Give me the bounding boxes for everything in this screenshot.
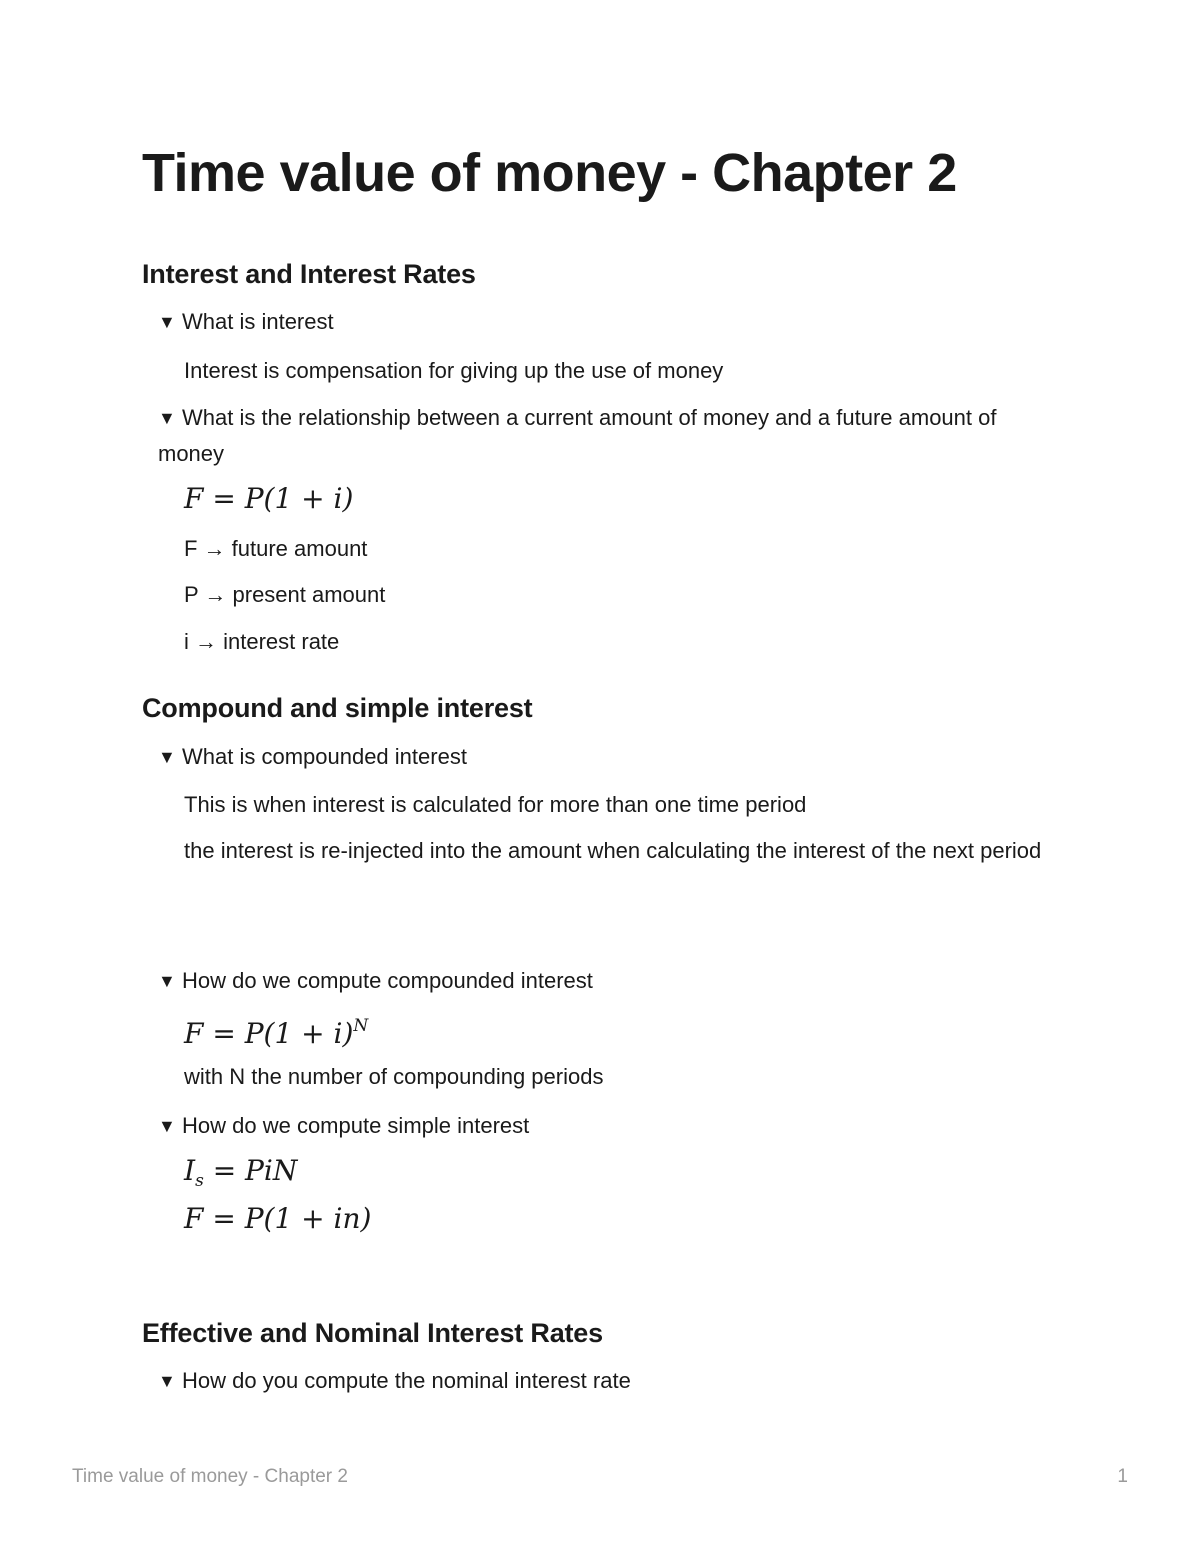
toggle-label: What is the relationship between a current amount of money and a future amount of money bbox=[158, 405, 997, 466]
triangle-down-icon: ▼ bbox=[158, 1116, 176, 1136]
answer-text: This is when interest is calculated for more than one time period bbox=[184, 792, 807, 817]
triangle-down-icon: ▼ bbox=[158, 971, 176, 991]
toggle-label: How do we compute compounded interest bbox=[182, 968, 593, 993]
formula-future-value: F = P(1 + i) bbox=[184, 482, 354, 515]
triangle-down-icon: ▼ bbox=[158, 312, 176, 332]
formula-rhs: = PiN bbox=[203, 1154, 298, 1187]
toggle-label: How do you compute the nominal interest rate bbox=[182, 1368, 631, 1393]
definition-present: P → present amount bbox=[184, 582, 386, 607]
formula-exponent: N bbox=[353, 1016, 369, 1036]
section-heading-interest-rates: Interest and Interest Rates bbox=[142, 259, 476, 289]
toggle-label: How do we compute simple interest bbox=[182, 1113, 530, 1138]
section-heading-compound-simple: Compound and simple interest bbox=[142, 693, 533, 723]
toggle-current-future-relationship[interactable] bbox=[158, 400, 1068, 472]
definition-future: F → future amount bbox=[184, 536, 368, 561]
note-text: with N the number of compounding periods bbox=[184, 1064, 604, 1089]
section-heading-effective-nominal: Effective and Nominal Interest Rates bbox=[142, 1318, 603, 1348]
toggle-label: What is interest bbox=[182, 309, 334, 334]
answer-text: Interest is compensation for giving up the use of money bbox=[184, 358, 724, 383]
footer-title: Time value of money - Chapter 2 bbox=[72, 1466, 348, 1487]
formula-compound bbox=[184, 1008, 368, 1052]
triangle-down-icon: ▼ bbox=[158, 408, 176, 428]
answer-text: the interest is re-injected into the amount when calculating the interest of the next period bbox=[184, 838, 1042, 863]
formula-simple-interest bbox=[184, 1153, 297, 1199]
page-title: Time value of money - Chapter 2 bbox=[142, 143, 957, 203]
triangle-down-icon: ▼ bbox=[158, 747, 176, 767]
formula-lhs: I bbox=[184, 1154, 196, 1187]
page-number: 1 bbox=[1117, 1466, 1128, 1487]
toggle-compute-simple[interactable] bbox=[158, 1108, 529, 1144]
toggle-compute-compounded[interactable] bbox=[158, 963, 593, 999]
toggle-label: What is compounded interest bbox=[182, 744, 467, 769]
toggle-what-is-interest[interactable] bbox=[158, 304, 334, 340]
formula-base: F = P(1 + i) bbox=[184, 1017, 354, 1050]
formula-simple-future: F = P(1 + in) bbox=[184, 1202, 372, 1235]
toggle-what-is-compounded[interactable] bbox=[158, 739, 467, 775]
toggle-compute-nominal[interactable] bbox=[158, 1363, 631, 1399]
triangle-down-icon: ▼ bbox=[158, 1371, 176, 1391]
formula-subscript: s bbox=[195, 1171, 204, 1191]
definition-rate: i → interest rate bbox=[184, 629, 340, 654]
